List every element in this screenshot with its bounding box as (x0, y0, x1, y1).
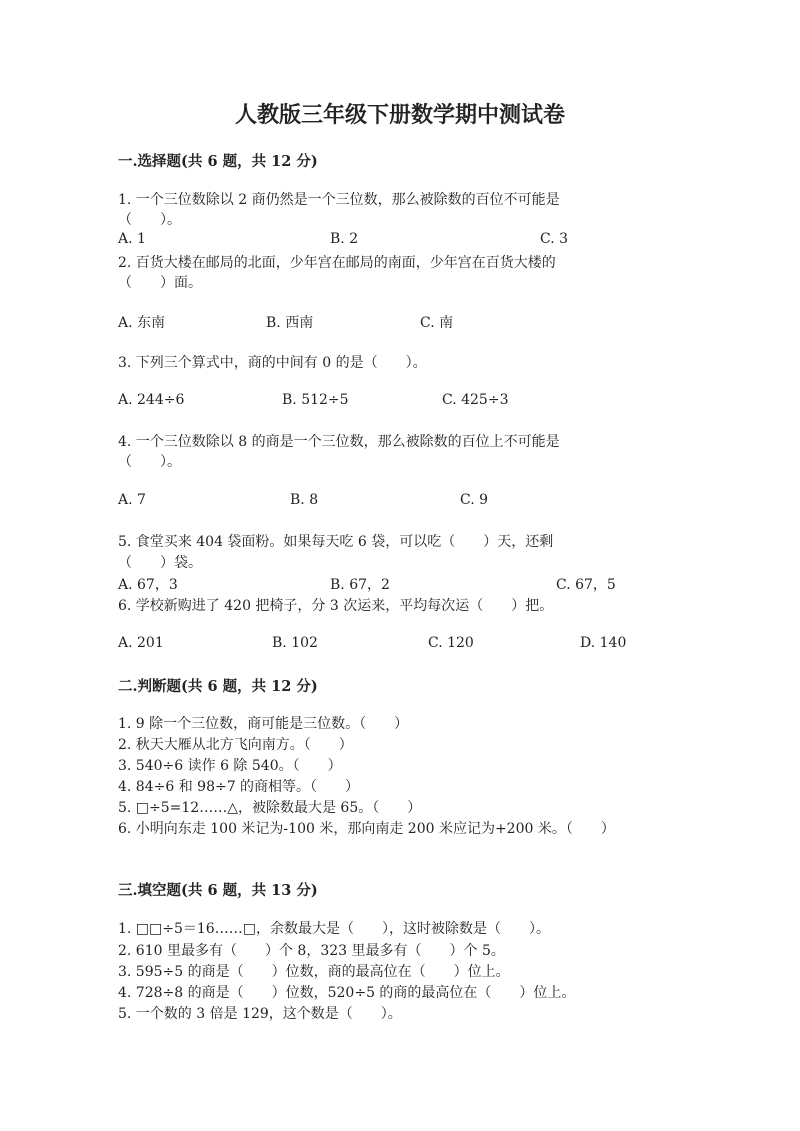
option-5c: C. 67，5 (556, 577, 616, 593)
option-2c: C. 南 (420, 315, 454, 331)
judge-item-4: 4. 84÷6 和 98÷7 的商相等。（ ） (118, 779, 360, 795)
question-1-line1: 1. 一个三位数除以 2 商仍然是一个三位数，那么被除数的百位不可能是 (118, 192, 560, 208)
judge-item-6: 6. 小明向东走 100 米记为-100 米，那向南走 200 米应记为+200 米。（ ） (118, 821, 615, 837)
option-1b: B. 2 (330, 231, 359, 247)
option-4a: A. 7 (118, 492, 146, 508)
question-2-line2: （ ）面。 (118, 275, 202, 291)
question-5-line1: 5. 食堂买来 404 袋面粉。如果每天吃 6 袋，可以吃（ ）天，还剩 (118, 534, 554, 550)
option-1c: C. 3 (540, 231, 569, 247)
fill-item-5: 5. 一个数的 3 倍是 129，这个数是（ ）。 (118, 1006, 402, 1022)
question-6-line1: 6. 学校新购进了 420 把椅子，分 3 次运来，平均每次运（ ）把。 (118, 598, 554, 614)
judge-item-1: 1. 9 除一个三位数，商可能是三位数。（ ） (118, 716, 409, 732)
fill-item-1: 1. □□÷5＝16……□，余数最大是（ ），这时被除数是（ ）。 (118, 921, 550, 937)
page-title: 人教版三年级下册数学期中测试卷 (234, 102, 565, 128)
option-6c: C. 120 (428, 635, 474, 651)
option-3b: B. 512÷5 (282, 392, 349, 408)
question-2-line1: 2. 百货大楼在邮局的北面，少年宫在邮局的南面，少年宫在百货大楼的 (118, 255, 556, 271)
option-3a: A. 244÷6 (118, 392, 185, 408)
fill-item-2: 2. 610 里最多有（ ）个 8，323 里最多有（ ）个 5。 (118, 943, 505, 959)
question-5-line2: （ ）袋。 (118, 555, 202, 571)
option-6b: B. 102 (272, 635, 318, 651)
section-heading-choice: 一.选择题(共 6 题，共 12 分) (118, 153, 318, 170)
question-3-line1: 3. 下列三个算式中，商的中间有 0 的是（ ）。 (118, 355, 427, 371)
judge-item-5: 5. □÷5=12……△，被除数最大是 65。（ ） (118, 800, 422, 816)
option-4c: C. 9 (460, 492, 489, 508)
option-6d: D. 140 (580, 635, 627, 651)
fill-item-3: 3. 595÷5 的商是（ ）位数，商的最高位在（ ）位上。 (118, 964, 510, 980)
option-3c: C. 425÷3 (442, 392, 509, 408)
option-1a: A. 1 (118, 231, 146, 247)
option-4b: B. 8 (290, 492, 319, 508)
judge-item-3: 3. 540÷6 读作 6 除 540。（ ） (118, 758, 342, 774)
judge-item-2: 2. 秋天大雁从北方飞向南方。（ ） (118, 737, 353, 753)
option-6a: A. 201 (118, 635, 164, 651)
question-4-line2: （ ）。 (118, 454, 181, 470)
question-1-line2: （ ）。 (118, 212, 181, 228)
option-2a: A. 东南 (118, 315, 166, 331)
section-heading-judge: 二.判断题(共 6 题，共 12 分) (118, 678, 318, 695)
section-heading-fill: 三.填空题(共 6 题，共 13 分) (118, 882, 318, 899)
option-5a: A. 67，3 (118, 577, 178, 593)
option-2b: B. 西南 (266, 315, 314, 331)
option-5b: B. 67，2 (330, 577, 390, 593)
fill-item-4: 4. 728÷8 的商是（ ）位数，520÷5 的商的最高位在（ ）位上。 (118, 985, 576, 1001)
question-4-line1: 4. 一个三位数除以 8 的商是一个三位数，那么被除数的百位上不可能是 (118, 434, 560, 450)
